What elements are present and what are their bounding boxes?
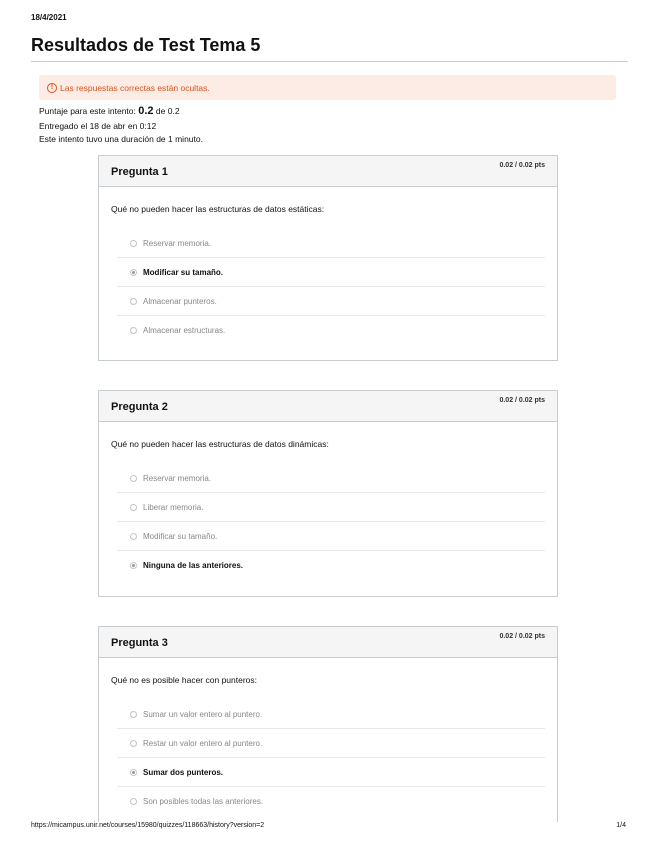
answer-option[interactable] (117, 787, 545, 816)
question-text: Qué no pueden hacer las estructuras de datos estáticas: (111, 204, 325, 214)
footer-page-number: 1/4 (616, 822, 626, 829)
notice-text: Las respuestas correctas están ocultas. (60, 82, 210, 93)
answer-option[interactable] (117, 287, 545, 316)
answer-list (99, 229, 557, 345)
answer-list (99, 464, 557, 580)
answer-option[interactable] (117, 229, 545, 258)
answer-option[interactable] (117, 729, 545, 758)
radio-icon[interactable] (130, 327, 137, 334)
radio-icon[interactable] (130, 475, 137, 482)
radio-icon[interactable] (130, 711, 137, 718)
hidden-answers-notice (39, 75, 616, 100)
question-title: Pregunta 3 (111, 637, 168, 649)
question-title: Pregunta 2 (111, 401, 168, 413)
answer-label: Liberar memoria. (143, 502, 204, 512)
radio-icon[interactable] (130, 798, 137, 805)
score-value: 0.2 (138, 105, 154, 117)
answer-option-selected[interactable] (117, 258, 545, 287)
print-date: 18/4/2021 (31, 13, 67, 22)
answer-label: Son posibles todas las anteriores. (143, 797, 264, 806)
radio-icon[interactable] (130, 740, 137, 747)
submitted-date: Entregado el 18 de abr en 0:12 (39, 121, 157, 131)
answer-label: Reservar memoria. (143, 473, 212, 483)
answer-option[interactable] (117, 316, 545, 345)
answer-label: Ninguna de las anteriores. (143, 561, 244, 570)
question-text: Qué no pueden hacer las estructuras de datos dinámicas: (111, 439, 329, 449)
question-card-3 (98, 626, 558, 822)
question-title: Pregunta 1 (111, 166, 168, 178)
answer-label: Modificar su tamaño. (143, 267, 224, 277)
score-of: de 0.2 (155, 106, 180, 116)
answer-option[interactable] (117, 522, 545, 551)
answer-label: Restar un valor entero al puntero. (143, 738, 263, 748)
question-text: Qué no es posible hacer con punteros: (111, 675, 258, 685)
answer-label: Reservar memoria. (143, 238, 212, 248)
score-label: Puntaje para este intento: (39, 106, 136, 116)
footer-url: https://micampus.unir.net/courses/15980/quizzes/118663/history?version=2 (31, 822, 265, 829)
answer-label: Modificar su tamaño. (143, 531, 218, 541)
question-card-1 (98, 155, 558, 361)
radio-selected-icon[interactable] (130, 269, 137, 276)
attempt-score (39, 105, 180, 117)
radio-icon[interactable] (130, 240, 137, 247)
answer-option[interactable] (117, 700, 545, 729)
answer-label: Sumar un valor entero al puntero. (143, 709, 263, 719)
answer-list (99, 700, 557, 816)
answer-option[interactable] (117, 493, 545, 522)
question-points: 0.02 / 0.02 pts (499, 397, 545, 404)
warning-icon: ! (47, 83, 57, 93)
answer-label: Almacenar estructuras. (143, 326, 226, 335)
radio-icon[interactable] (130, 533, 137, 540)
question-card-2 (98, 390, 558, 597)
answer-option[interactable] (117, 464, 545, 493)
question-points: 0.02 / 0.02 pts (499, 162, 545, 169)
question-points: 0.02 / 0.02 pts (499, 633, 545, 640)
attempt-duration: Este intento tuvo una duración de 1 minuto. (39, 134, 203, 144)
radio-icon[interactable] (130, 504, 137, 511)
question-header (99, 156, 557, 187)
answer-label: Sumar dos punteros. (143, 767, 224, 777)
question-header (99, 627, 557, 658)
answer-option-selected[interactable] (117, 551, 545, 580)
radio-selected-icon[interactable] (130, 769, 137, 776)
title-divider (31, 61, 628, 62)
page-title: Resultados de Test Tema 5 (31, 35, 261, 55)
answer-label: Almacenar punteros. (143, 296, 217, 306)
answer-option-selected[interactable] (117, 758, 545, 787)
question-header (99, 391, 557, 422)
radio-icon[interactable] (130, 298, 137, 305)
radio-selected-icon[interactable] (130, 562, 137, 569)
